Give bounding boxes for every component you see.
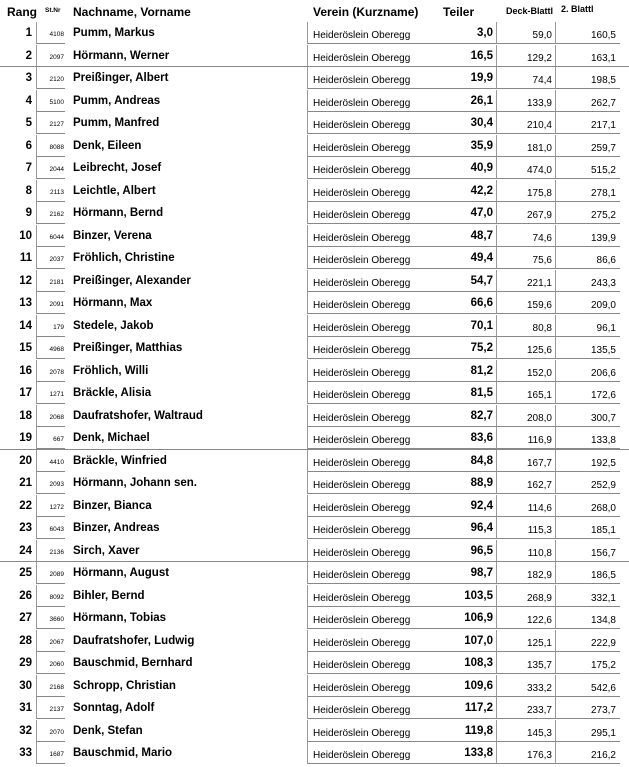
rang-cell: 14 (19, 319, 32, 332)
name-cell: Hörmann, August (73, 567, 170, 579)
table-row (0, 67, 629, 90)
table-row (0, 562, 629, 585)
teiler-cell: 117,2 (464, 702, 493, 714)
rang-cell: 23 (19, 522, 32, 534)
stnr-cell: 2162 (49, 211, 64, 218)
zweites-blattl-cell: 172,6 (590, 390, 616, 401)
deck-blattl-cell: 125,6 (526, 345, 552, 356)
zweites-blattl-cell: 86,6 (596, 255, 616, 266)
stnr-cell: 2097 (49, 53, 64, 61)
zweites-blattl-cell: 185,1 (590, 525, 616, 536)
zweites-blattl-cell: 542,6 (590, 682, 616, 694)
rang-cell: 7 (25, 162, 32, 174)
table-row (0, 202, 629, 225)
stnr-cell: 667 (53, 436, 64, 443)
teiler-cell: 96,4 (470, 522, 493, 534)
deck-blattl-cell: 75,6 (532, 255, 552, 266)
verein-cell: Heideröslein Oberegg (313, 322, 411, 334)
name-cell: Pumm, Markus (73, 27, 155, 39)
zweites-blattl-cell: 332,1 (590, 592, 616, 604)
verein-cell: Heideröslein Oberegg (313, 592, 411, 604)
name-cell: Hörmann, Bernd (73, 207, 164, 219)
stnr-cell: 4410 (49, 458, 64, 466)
stnr-cell: 2067 (49, 638, 64, 646)
zweites-blattl-cell: 300,7 (590, 412, 616, 424)
stnr-cell: 6044 (49, 233, 64, 241)
zweites-blattl-cell: 243,3 (590, 277, 616, 289)
stnr-cell: 2078 (49, 368, 64, 376)
teiler-cell: 119,8 (464, 724, 493, 737)
rang-cell: 15 (19, 342, 32, 354)
verein-cell: Heideröslein Oberegg (313, 210, 411, 221)
table-row (0, 540, 629, 563)
verein-cell: Heideröslein Oberegg (313, 457, 411, 469)
deck-blattl-cell: 74,4 (532, 75, 552, 86)
rang-cell: 26 (19, 589, 32, 602)
teiler-cell: 26,1 (470, 94, 493, 107)
table-row (0, 585, 629, 608)
teiler-cell: 19,9 (470, 72, 493, 84)
rang-cell: 8 (25, 184, 32, 197)
verein-cell: Heideröslein Oberegg (313, 412, 411, 424)
rang-cell: 21 (19, 477, 32, 489)
deck-blattl-cell: 135,7 (526, 660, 552, 671)
teiler-cell: 81,5 (470, 387, 493, 399)
name-cell: Pumm, Manfred (73, 117, 160, 129)
deck-blattl-cell: 133,9 (526, 97, 552, 109)
name-cell: Hörmann, Johann sen. (73, 477, 197, 489)
name-cell: Hörmann, Tobias (73, 612, 167, 624)
rang-cell: 33 (19, 747, 32, 759)
verein-cell: Heideröslein Oberegg (313, 435, 411, 446)
teiler-cell: 35,9 (470, 139, 493, 152)
rang-cell: 18 (19, 409, 32, 422)
zweites-blattl-cell: 163,1 (590, 52, 616, 64)
deck-blattl-cell: 122,6 (526, 615, 552, 626)
deck-blattl-cell: 221,1 (526, 277, 552, 289)
stnr-cell: 8088 (49, 143, 64, 151)
teiler-cell: 106,9 (464, 612, 493, 624)
table-row (0, 135, 629, 158)
name-cell: Hörmann, Max (73, 297, 153, 309)
teiler-cell: 98,7 (470, 567, 493, 579)
verein-cell: Heideröslein Oberegg (313, 255, 411, 266)
table-row (0, 270, 629, 293)
header-name: Nachname, Vorname (73, 5, 191, 19)
deck-blattl-cell: 333,2 (526, 682, 552, 694)
rang-cell: 32 (19, 724, 32, 737)
teiler-cell: 107,0 (464, 634, 493, 647)
teiler-cell: 66,6 (470, 297, 493, 309)
table-row (0, 427, 629, 450)
zweites-blattl-cell: 262,7 (590, 97, 616, 109)
deck-blattl-cell: 116,9 (527, 435, 552, 446)
zweites-blattl-cell: 160,5 (590, 30, 616, 41)
stnr-cell: 4968 (49, 346, 64, 353)
stnr-cell: 5100 (49, 98, 64, 106)
rang-cell: 27 (19, 612, 32, 624)
rang-cell: 16 (19, 364, 32, 377)
zweites-blattl-cell: 268,0 (590, 502, 616, 514)
name-cell: Binzer, Andreas (73, 522, 160, 534)
zweites-blattl-cell: 222,9 (590, 637, 616, 649)
verein-cell: Heideröslein Oberegg (313, 232, 411, 244)
verein-cell: Heideröslein Oberegg (313, 480, 411, 491)
name-cell: Preißinger, Albert (73, 72, 169, 84)
stnr-cell: 2070 (49, 728, 64, 736)
deck-blattl-cell: 129,2 (526, 52, 552, 64)
teiler-cell: 82,7 (470, 409, 493, 422)
rang-cell: 10 (19, 229, 32, 242)
teiler-cell: 30,4 (470, 117, 493, 129)
deck-blattl-cell: 125,1 (526, 637, 552, 649)
teiler-cell: 133,8 (464, 747, 493, 759)
stnr-cell: 1272 (49, 503, 64, 511)
stnr-cell: 2137 (49, 706, 64, 713)
verein-cell: Heideröslein Oberegg (313, 390, 411, 401)
header-stnr: St.Nr (45, 7, 61, 14)
header-teiler: Teiler (443, 5, 475, 19)
rang-cell: 11 (19, 252, 32, 264)
rang-cell: 13 (19, 297, 32, 309)
name-cell: Sirch, Xaver (73, 544, 140, 557)
name-cell: Binzer, Verena (73, 229, 152, 242)
zweites-blattl-cell: 217,1 (590, 120, 616, 131)
verein-cell: Heideröslein Oberegg (313, 570, 411, 581)
zweites-blattl-cell: 515,2 (590, 165, 616, 176)
name-cell: Denk, Stefan (73, 724, 143, 737)
zweites-blattl-cell: 175,2 (590, 660, 616, 671)
name-cell: Sonntag, Adolf (73, 702, 155, 714)
teiler-cell: 75,2 (470, 342, 493, 354)
zweites-blattl-cell: 96,1 (596, 322, 616, 334)
verein-cell: Heideröslein Oberegg (313, 750, 411, 761)
deck-blattl-cell: 268,9 (526, 592, 552, 604)
header-verein: Verein (Kurzname) (313, 5, 419, 19)
rang-cell: 5 (25, 117, 32, 129)
zweites-blattl-cell: 209,0 (590, 300, 616, 311)
verein-cell: Heideröslein Oberegg (313, 525, 411, 536)
header-rang: Rang (7, 5, 37, 19)
stnr-cell: 2168 (49, 683, 64, 691)
deck-blattl-cell: 110,8 (527, 547, 552, 559)
name-cell: Fröhlich, Willi (73, 364, 149, 377)
zweites-blattl-cell: 186,5 (590, 570, 616, 581)
table-row (0, 495, 629, 518)
deck-blattl-cell: 165,1 (526, 390, 552, 401)
verein-cell: Heideröslein Oberegg (313, 300, 411, 311)
table-row (0, 450, 629, 473)
name-cell: Fröhlich, Christine (73, 252, 175, 264)
verein-cell: Heideröslein Oberegg (313, 615, 411, 626)
rang-cell: 20 (19, 454, 32, 467)
teiler-cell: 103,5 (464, 589, 493, 602)
rang-cell: 29 (19, 657, 32, 669)
zweites-blattl-cell: 216,2 (590, 750, 616, 761)
table-row (0, 315, 629, 338)
zweites-blattl-cell: 273,7 (590, 705, 616, 716)
name-cell: Binzer, Bianca (73, 499, 152, 512)
table-row (0, 360, 629, 383)
rang-cell: 25 (19, 567, 32, 579)
stnr-cell: 2181 (49, 278, 64, 286)
header-zweites-blattl: 2. Blattl (561, 4, 594, 14)
zweites-blattl-cell: 252,9 (590, 480, 616, 491)
deck-blattl-cell: 80,8 (532, 322, 552, 334)
deck-blattl-cell: 167,7 (526, 457, 552, 469)
zweites-blattl-cell: 133,8 (590, 435, 616, 446)
teiler-cell: 49,4 (470, 252, 493, 264)
stnr-cell: 2120 (49, 76, 64, 83)
deck-blattl-cell: 175,8 (526, 187, 552, 199)
rang-cell: 3 (25, 72, 32, 84)
teiler-cell: 54,7 (470, 274, 493, 287)
table-row (0, 382, 629, 405)
stnr-cell: 2060 (49, 661, 64, 668)
stnr-cell: 3660 (49, 616, 64, 623)
deck-blattl-cell: 267,9 (526, 210, 552, 221)
stnr-cell: 2044 (49, 166, 64, 173)
table-row (0, 45, 629, 68)
table-row (0, 675, 629, 698)
stnr-cell: 6043 (49, 526, 64, 533)
name-cell: Bihler, Bernd (73, 589, 145, 602)
verein-cell: Heideröslein Oberegg (313, 120, 411, 131)
rang-cell: 30 (19, 679, 32, 692)
name-cell: Leichtle, Albert (73, 184, 156, 197)
stnr-cell: 2093 (49, 481, 64, 488)
zweites-blattl-cell: 192,5 (590, 457, 616, 469)
verein-cell: Heideröslein Oberegg (313, 165, 411, 176)
verein-cell: Heideröslein Oberegg (313, 142, 411, 154)
deck-blattl-cell: 115,3 (527, 525, 552, 536)
table-row (0, 697, 629, 720)
verein-cell: Heideröslein Oberegg (313, 277, 411, 289)
table-row (0, 112, 629, 135)
name-cell: Stedele, Jakob (73, 319, 154, 332)
verein-cell: Heideröslein Oberegg (313, 97, 411, 109)
verein-cell: Heideröslein Oberegg (313, 547, 411, 559)
name-cell: Hörmann, Werner (73, 49, 170, 62)
stnr-cell: 2091 (49, 301, 64, 308)
table-row (0, 742, 629, 765)
teiler-cell: 81,2 (470, 364, 493, 377)
verein-cell: Heideröslein Oberegg (313, 727, 411, 739)
rang-cell: 19 (19, 432, 32, 444)
teiler-cell: 3,0 (477, 27, 493, 39)
header-deck-blattl: Deck-Blattl (506, 6, 554, 16)
stnr-cell: 2113 (50, 188, 64, 196)
rang-cell: 17 (19, 387, 32, 399)
rang-cell: 24 (19, 544, 32, 557)
table-row (0, 405, 629, 428)
teiler-cell: 96,5 (470, 544, 493, 557)
name-cell: Denk, Michael (73, 432, 150, 444)
rang-cell: 12 (19, 274, 32, 287)
rang-cell: 1 (25, 27, 32, 39)
teiler-cell: 83,6 (470, 432, 493, 444)
name-cell: Denk, Eileen (73, 139, 142, 152)
teiler-cell: 88,9 (470, 477, 493, 489)
teiler-cell: 47,0 (470, 207, 493, 219)
zweites-blattl-cell: 259,7 (590, 142, 616, 154)
table-row (0, 22, 629, 45)
deck-blattl-cell: 145,3 (526, 727, 552, 739)
table-row (0, 292, 629, 315)
teiler-cell: 42,2 (470, 184, 493, 197)
teiler-cell: 108,3 (464, 657, 493, 669)
table-row (0, 247, 629, 270)
table-header (0, 0, 629, 22)
stnr-cell: 2089 (49, 571, 64, 578)
table-row (0, 472, 629, 495)
zweites-blattl-cell: 275,2 (590, 210, 616, 221)
stnr-cell: 1687 (49, 751, 64, 758)
name-cell: Daufratshofer, Waltraud (73, 409, 203, 422)
stnr-cell: 2127 (49, 121, 64, 128)
teiler-cell: 48,7 (470, 229, 493, 242)
stnr-cell: 179 (53, 323, 64, 331)
verein-cell: Heideröslein Oberegg (313, 187, 411, 199)
name-cell: Leibrecht, Josef (73, 162, 162, 174)
deck-blattl-cell: 182,9 (526, 570, 552, 581)
zweites-blattl-cell: 295,1 (590, 727, 616, 739)
teiler-cell: 109,6 (464, 679, 493, 692)
teiler-cell: 70,1 (470, 319, 493, 332)
stnr-cell: 1271 (49, 391, 64, 398)
teiler-cell: 16,5 (470, 49, 493, 62)
teiler-cell: 92,4 (470, 499, 493, 512)
zweites-blattl-cell: 156,7 (590, 547, 616, 559)
zweites-blattl-cell: 198,5 (590, 75, 616, 86)
name-cell: Daufratshofer, Ludwig (73, 634, 195, 647)
deck-blattl-cell: 74,6 (532, 232, 552, 244)
stnr-cell: 4108 (49, 31, 64, 38)
rang-cell: 22 (19, 499, 32, 512)
zweites-blattl-cell: 139,9 (590, 232, 616, 244)
table-row (0, 630, 629, 653)
table-row (0, 337, 629, 360)
zweites-blattl-cell: 278,1 (590, 187, 616, 199)
table-row (0, 180, 629, 203)
table-row (0, 90, 629, 113)
verein-cell: Heideröslein Oberegg (313, 682, 411, 694)
rang-cell: 6 (25, 139, 32, 152)
deck-blattl-cell: 159,6 (526, 300, 552, 311)
verein-cell: Heideröslein Oberegg (313, 75, 411, 86)
deck-blattl-cell: 233,7 (526, 705, 552, 716)
deck-blattl-cell: 59,0 (532, 30, 552, 41)
verein-cell: Heideröslein Oberegg (313, 705, 411, 716)
deck-blattl-cell: 210,4 (526, 120, 552, 131)
deck-blattl-cell: 208,0 (526, 412, 552, 424)
verein-cell: Heideröslein Oberegg (313, 660, 411, 671)
name-cell: Preißinger, Matthias (73, 342, 183, 354)
rang-cell: 2 (25, 49, 32, 62)
rang-cell: 31 (19, 702, 32, 714)
deck-blattl-cell: 162,7 (526, 480, 552, 491)
deck-blattl-cell: 152,0 (526, 367, 552, 379)
table-row (0, 652, 629, 675)
table-row (0, 225, 629, 248)
stnr-cell: 2136 (49, 548, 64, 556)
name-cell: Bräckle, Alisia (73, 387, 152, 399)
name-cell: Bauschmid, Bernhard (73, 657, 193, 669)
stnr-cell: 2037 (49, 256, 64, 263)
table-row (0, 157, 629, 180)
verein-cell: Heideröslein Oberegg (313, 30, 411, 41)
name-cell: Preißinger, Alexander (73, 274, 191, 287)
stnr-cell: 2068 (49, 413, 64, 421)
deck-blattl-cell: 114,6 (527, 502, 552, 514)
teiler-cell: 40,9 (470, 162, 493, 174)
zweites-blattl-cell: 135,5 (590, 345, 616, 356)
name-cell: Bräckle, Winfried (73, 454, 167, 467)
rang-cell: 9 (25, 207, 32, 219)
table-row (0, 720, 629, 743)
deck-blattl-cell: 181,0 (526, 142, 552, 154)
name-cell: Schropp, Christian (73, 679, 176, 692)
table-row (0, 517, 629, 540)
name-cell: Pumm, Andreas (73, 94, 161, 107)
rang-cell: 4 (25, 94, 32, 107)
verein-cell: Heideröslein Oberegg (313, 367, 411, 379)
verein-cell: Heideröslein Oberegg (313, 502, 411, 514)
name-cell: Bauschmid, Mario (73, 747, 173, 759)
rang-cell: 28 (19, 634, 32, 647)
verein-cell: Heideröslein Oberegg (313, 52, 411, 64)
deck-blattl-cell: 176,3 (526, 750, 552, 761)
verein-cell: Heideröslein Oberegg (313, 345, 411, 356)
deck-blattl-cell: 474,0 (526, 165, 552, 176)
zweites-blattl-cell: 206,6 (590, 367, 616, 379)
verein-cell: Heideröslein Oberegg (313, 637, 411, 649)
teiler-cell: 84,8 (470, 454, 493, 467)
table-row (0, 607, 629, 630)
stnr-cell: 8092 (49, 593, 64, 601)
zweites-blattl-cell: 134,8 (590, 615, 616, 626)
